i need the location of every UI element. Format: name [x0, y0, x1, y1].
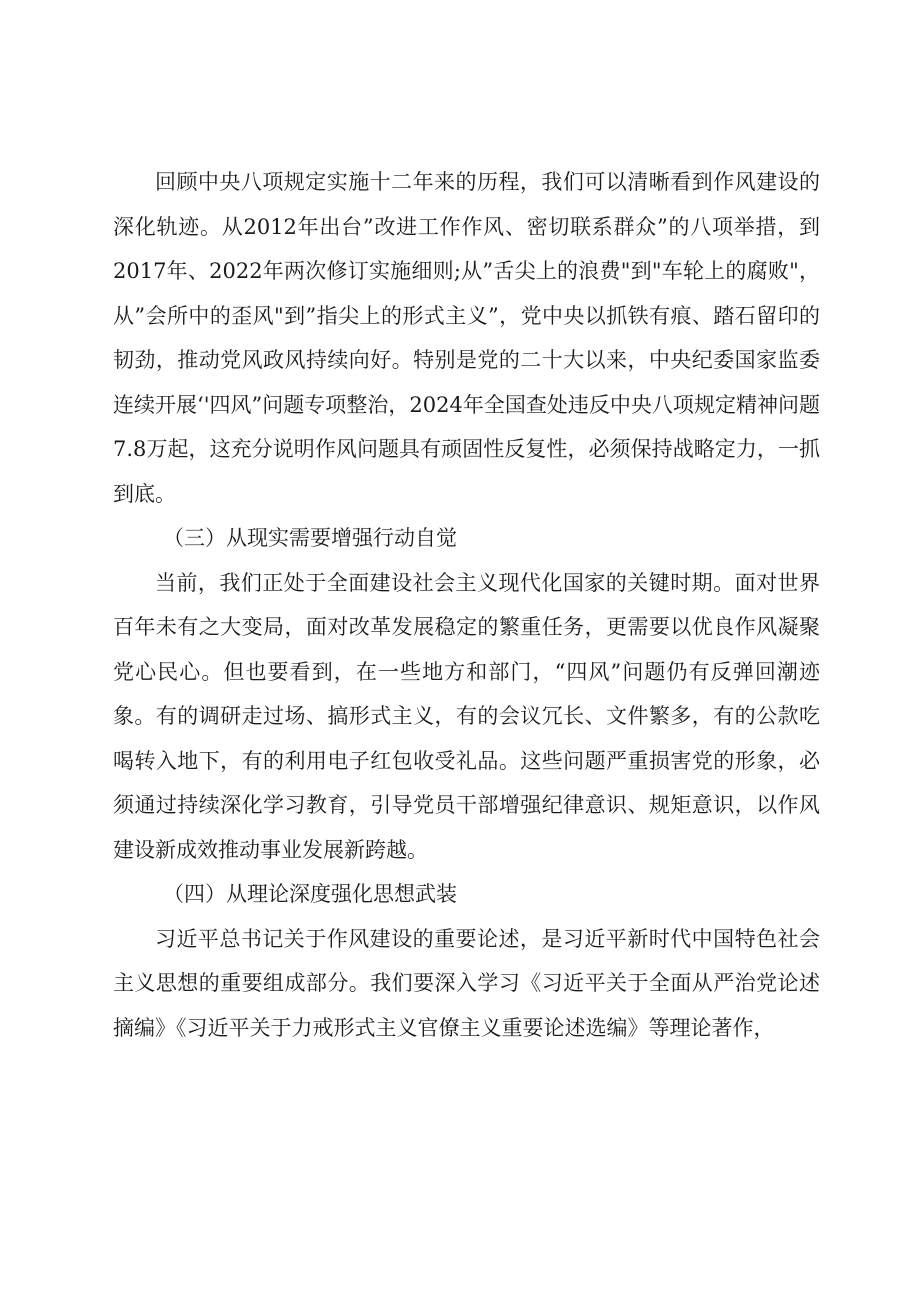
- paragraph-eight-rules-history: 回顾中央八项规定实施十二年来的历程，我们可以清晰看到作风建设的深化轨迹。从2012年出台”改进工作作风、密切联系群众”的八项举措，到2017年、2022年两次修订实施细则;从”舌尖上的浪费"到"车轮上的腐败"，从”会所中的歪风"到”指尖上的形式主义”，党中央以抓铁有痕、踏石留印的韧劲，推动党风政风持续向好。特别是党的二十大以来，中央纪委国家监委连续开展‘'四风”问题专项整治，2024年全国查处违反中央八项规定精神问题7.8万起，这充分说明作风问题具有顽固性反复性，必须保持战略定力，一抓到底。: [113, 170, 820, 506]
- paragraph-theory: 习近平总书记关于作风建设的重要论述，是习近平新时代中国特色社会主义思想的重要组成部分。我们要深入学习《习近平关于全面从严治党论述摘编》《习近平关于力戒形式主义官僚主义重要论述选编》等理论著作，: [113, 926, 820, 1040]
- paragraph-practical-needs: 当前，我们正处于全面建设社会主义现代化国家的关键时期。面对世界百年未有之大变局，面对改革发展稳定的繁重任务，更需要以优良作风凝聚党心民心。但也要看到，在一些地方和部门，“四风”问题仍有反弹回潮迹象。有的调研走过场、搞形式主义，有的会议冗长、文件繁多，有的公款吃喝转入地下，有的利用电子红包收受礼品。这些问题严重损害党的形象，必须通过持续深化学习教育，引导党员干部增强纪律意识、规矩意识，以作风建设新成效推动事业发展新跨越。: [113, 570, 820, 862]
- section-heading-4: （四）从理论深度强化思想武装: [163, 882, 457, 906]
- document-body: [113, 160, 820, 1050]
- section-heading-3: （三）从现实需要增强行动自觉: [163, 526, 457, 550]
